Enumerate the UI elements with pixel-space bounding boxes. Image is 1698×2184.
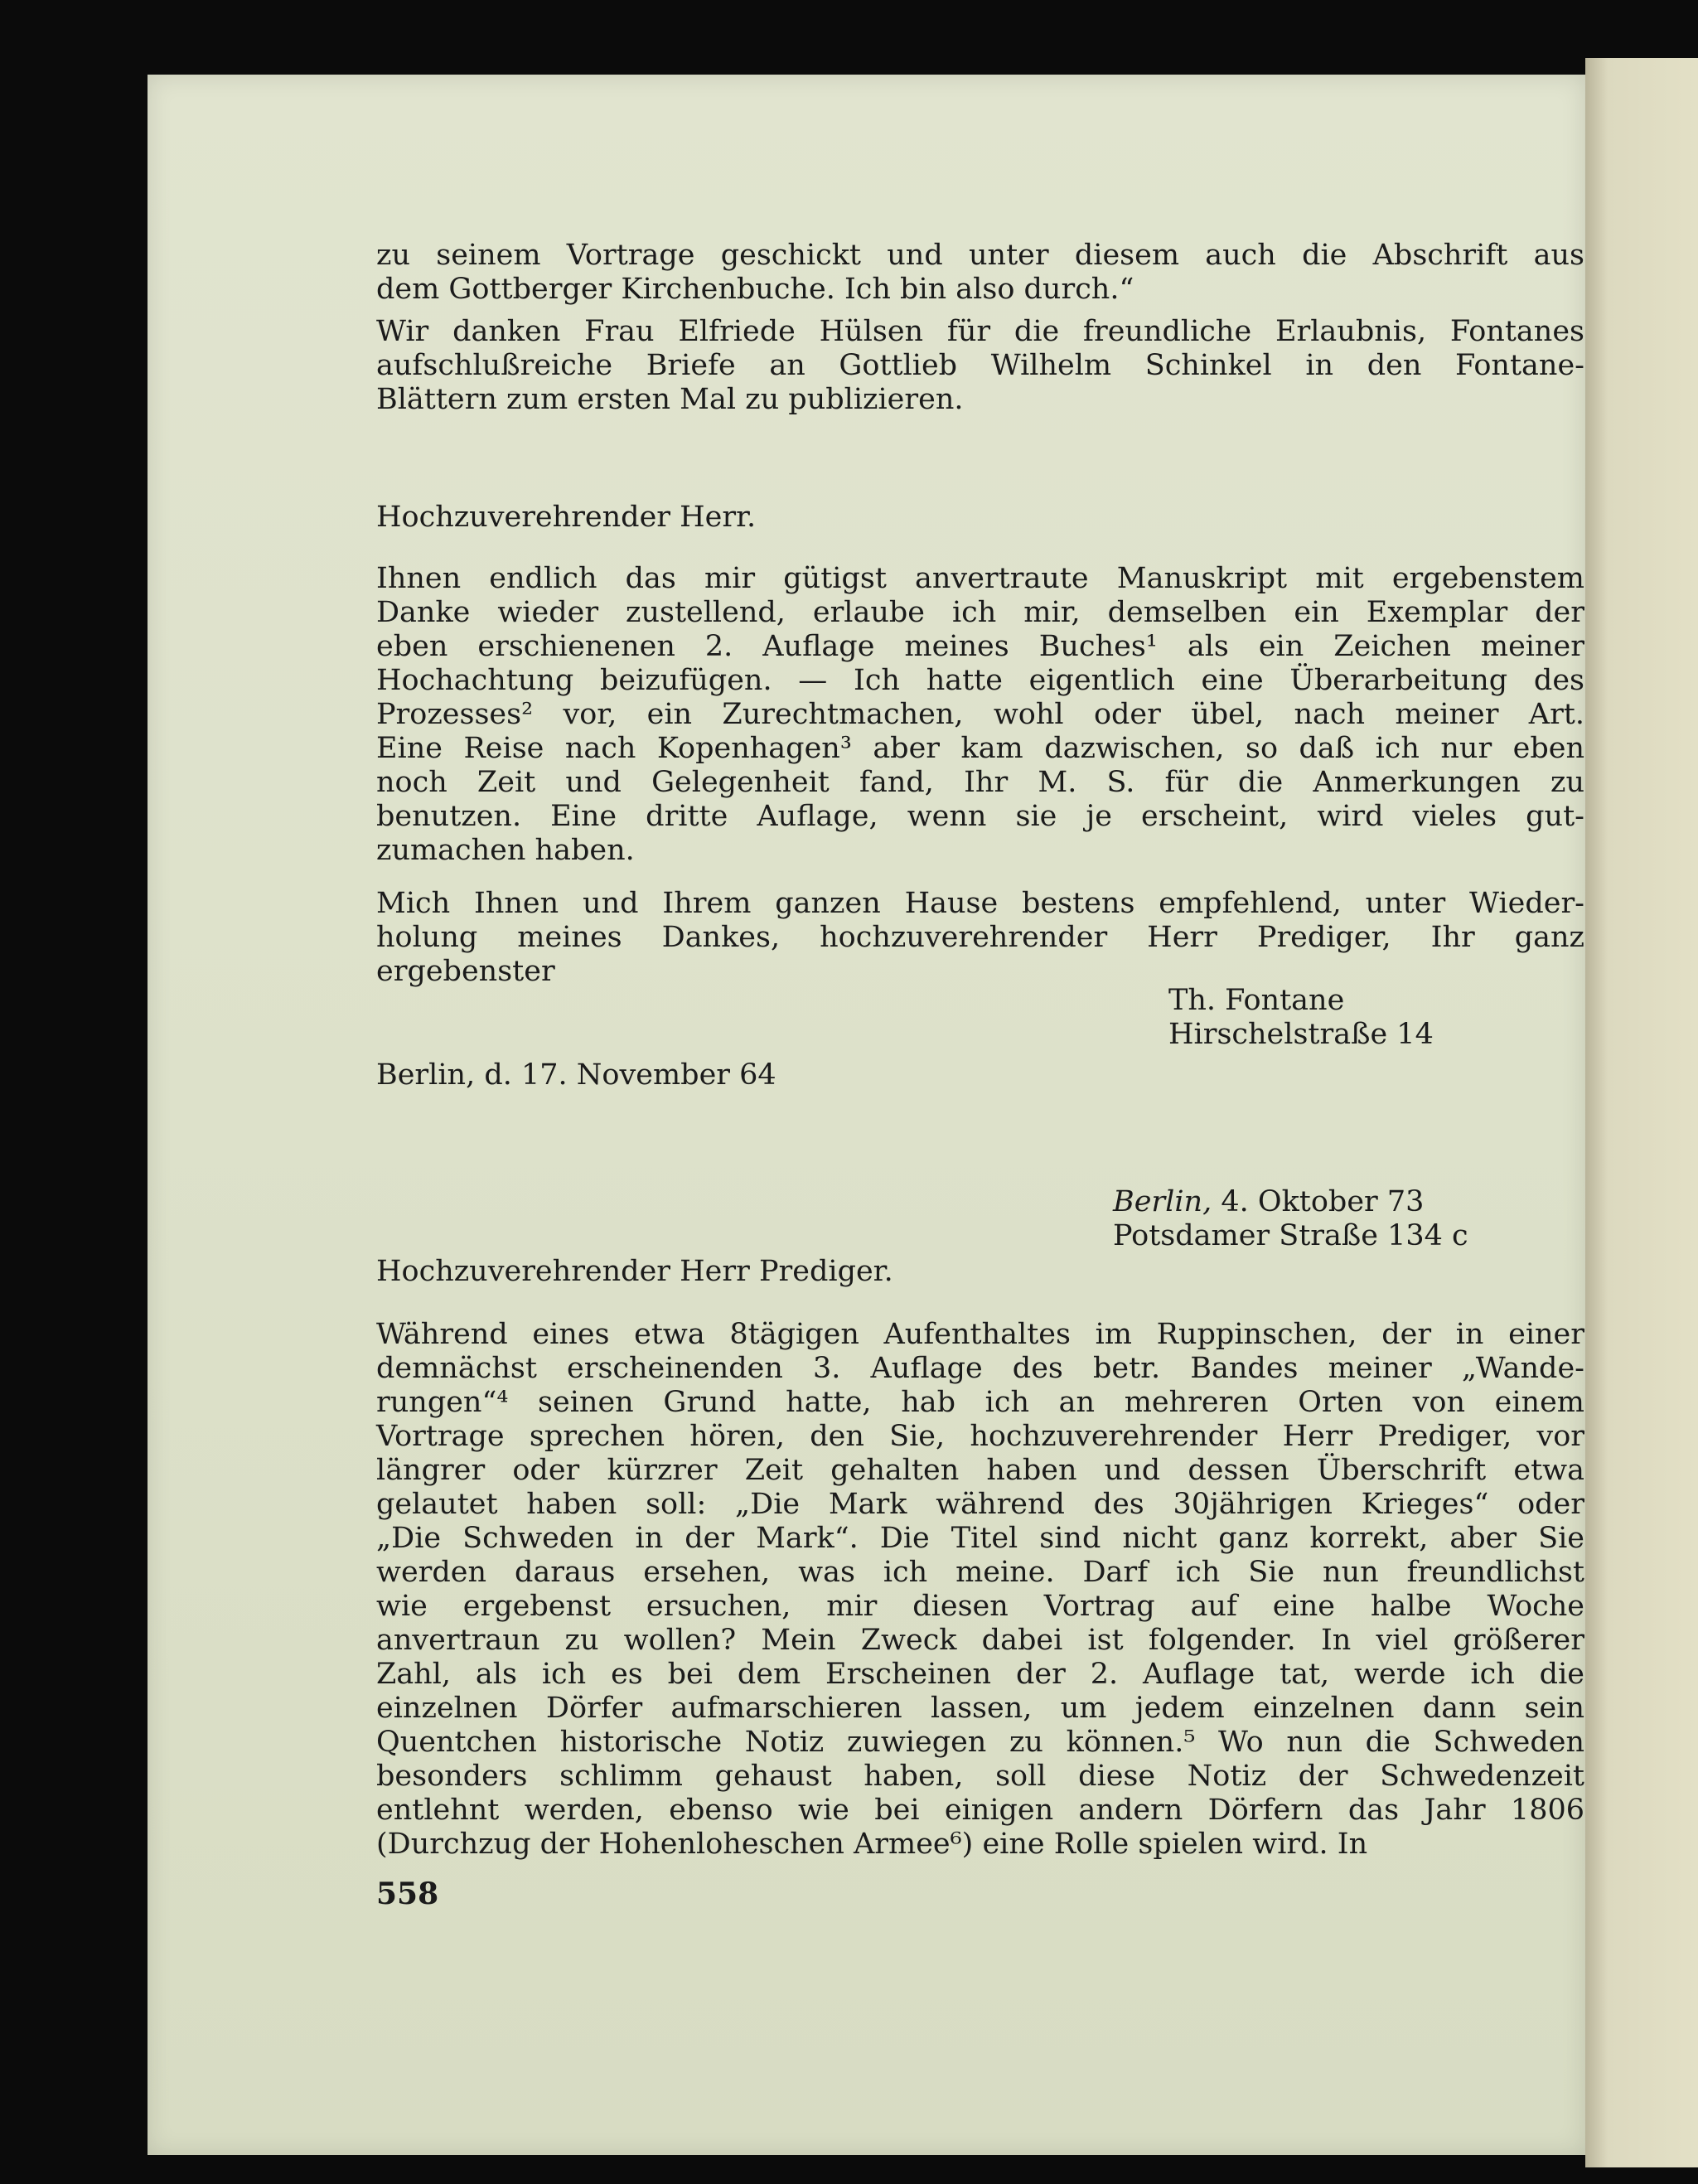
letter2-date: 4. Oktober 73 [1221,1185,1425,1218]
letter2-line-12: einzelnen Dörfer aufmarschieren lassen, um jedem einzelnen dann sein [376,1692,1584,1725]
page-number-text: 558 [376,1876,439,1911]
intro-line-1: zu seinem Vortrage geschickt und unter diesem auch die Abschrift aus [376,239,1584,272]
letter2-line-11: Zahl, als ich es bei dem Erscheinen der 2. Auflage tat, werde ich die [376,1658,1584,1691]
letter2-header [1113,1185,1468,1253]
letter1-line-5: Prozesses² vor, ein Zurechtmachen, wohl oder übel, nach meiner Art. [376,698,1584,731]
letter1-place-date-text: Berlin, d. 17. November 64 [376,1058,776,1092]
letter2-line-8: werden daraus ersehen, was ich meine. Darf ich Sie nun freundlichst [376,1556,1584,1589]
letter1-closing [376,887,1584,989]
letter2-place-date-line [1113,1185,1468,1219]
letter1-signature-block [1168,984,1434,1052]
letter2-salutation [376,1255,893,1289]
thanks-line-3: Blättern zum ersten Mal zu publizieren. [376,383,964,416]
letter1-line-8: benutzen. Eine dritte Auflage, wenn sie je erscheint, wird vieles gut- [376,800,1584,833]
letter1-place-date [376,1058,776,1092]
letter2-line-10: anvertraun zu wollen? Mein Zweck dabei ist folgender. In viel größerer [376,1624,1584,1657]
book-page [148,75,1585,2155]
letter2-line-14: besonders schlimm gehaust haben, soll diese Notiz der Schwedenzeit [376,1760,1584,1793]
letter2-line-5: längrer oder kürzrer Zeit gehalten haben und dessen Überschrift etwa [376,1454,1584,1487]
letter1-address: Hirschelstraße 14 [1168,1018,1434,1051]
letter2-body [376,1318,1584,1862]
letter1-body [376,562,1584,868]
letter1-line-2: Danke wieder zustellend, erlaube ich mir, demselben ein Exemplar der [376,596,1584,629]
letter1-line-6: Eine Reise nach Kopenhagen³ aber kam dazwischen, so daß ich nur eben [376,732,1584,765]
letter2-line-6: gelautet haben soll: „Die Mark während des 30jährigen Krieges“ oder [376,1488,1584,1521]
letter2-address: Potsdamer Straße 134 c [1113,1219,1468,1252]
letter1-salutation [376,501,756,535]
letter2-salutation-text: Hochzuverehrender Herr Prediger. [376,1255,893,1288]
letter1-closing-line-3: ergebenster [376,955,555,988]
intro-paragraph [376,239,1584,307]
letter2-line-9: wie ergebenst ersuchen, mir diesen Vortrag auf eine halbe Woche [376,1590,1584,1623]
thanks-line-2: aufschlußreiche Briefe an Gottlieb Wilhelm Schinkel in den Fontane- [376,349,1584,382]
page-number [376,1877,438,1911]
letter2-line-2: demnächst erscheinenden 3. Auflage des betr. Bandes meiner „Wande- [376,1352,1584,1385]
thanks-paragraph [376,315,1584,417]
letter1-closing-line-1: Mich Ihnen und Ihrem ganzen Hause bestens empfehlend, unter Wieder- [376,887,1584,920]
letter1-line-3: eben erschienenen 2. Auflage meines Buches¹ als ein Zeichen meiner [376,630,1584,663]
letter1-line-9: zumachen haben. [376,834,635,867]
letter2-place: Berlin, [1113,1185,1212,1218]
letter1-signature: Th. Fontane [1168,984,1345,1017]
letter2-line-4: Vortrage sprechen hören, den Sie, hochzuverehrender Herr Prediger, vor [376,1420,1584,1453]
adjacent-page-edge [1585,58,1698,2167]
letter1-closing-line-2: holung meines Dankes, hochzuverehrender Herr Prediger, Ihr ganz [376,921,1584,954]
thanks-line-1: Wir danken Frau Elfriede Hülsen für die freundliche Erlaubnis, Fontanes [376,315,1584,348]
intro-line-2: dem Gottberger Kirchenbuche. Ich bin also durch.“ [376,273,1134,306]
letter2-line-7: „Die Schweden in der Mark“. Die Titel sind nicht ganz korrekt, aber Sie [376,1522,1584,1555]
letter1-salutation-text: Hochzuverehrender Herr. [376,501,757,534]
letter2-line-16: (Durchzug der Hohenloheschen Armee⁶) eine Rolle spielen wird. In [376,1828,1368,1861]
letter1-line-4: Hochachtung beizufügen. — Ich hatte eigentlich eine Überarbeitung des [376,664,1584,697]
letter1-line-1: Ihnen endlich das mir gütigst anvertraute Manuskript mit ergebenstem [376,562,1584,595]
letter2-line-13: Quentchen historische Notiz zuwiegen zu können.⁵ Wo nun die Schweden [376,1726,1584,1759]
letter2-line-15: entlehnt werden, ebenso wie bei einigen andern Dörfern das Jahr 1806 [376,1794,1584,1827]
letter1-line-7: noch Zeit und Gelegenheit fand, Ihr M. S. für die Anmerkungen zu [376,766,1584,799]
letter2-line-3: rungen“⁴ seinen Grund hatte, hab ich an mehreren Orten von einem [376,1386,1584,1419]
letter2-line-1: Während eines etwa 8tägigen Aufenthaltes im Ruppinschen, der in einer [376,1318,1584,1351]
